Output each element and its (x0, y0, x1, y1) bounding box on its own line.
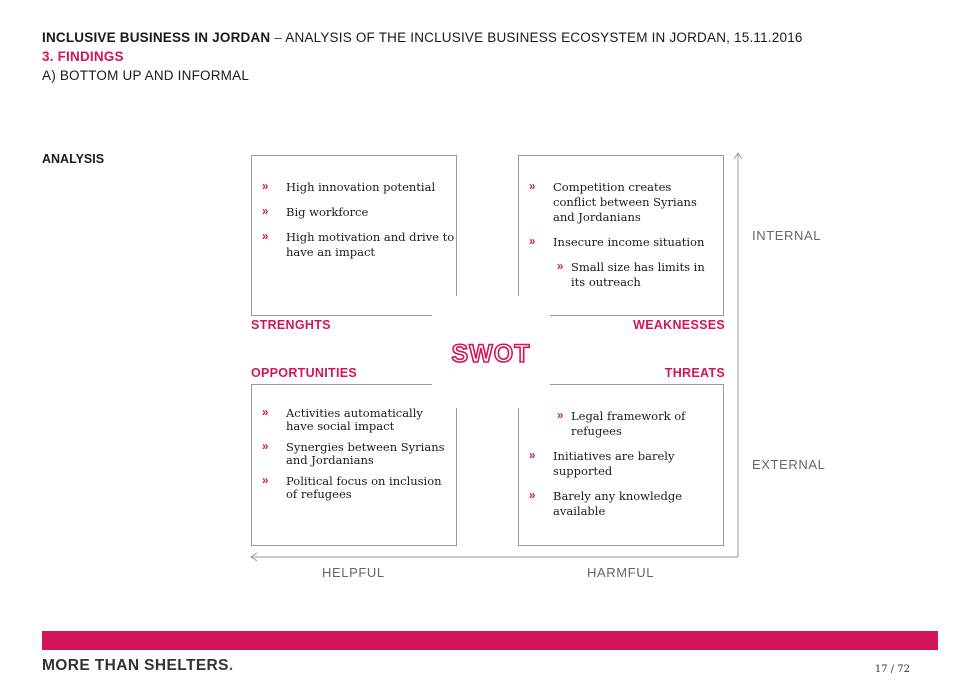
strengths-box (251, 155, 457, 316)
internal-axis-label: INTERNAL (752, 228, 822, 243)
threats-label: THREATS (659, 366, 725, 380)
weakness-item: » Insecure income situation (529, 235, 705, 249)
title-subtitle: ANALYSIS OF THE INCLUSIVE BUSINESS ECOSYSTEM IN JORDAN, 15.11.2016 (285, 30, 803, 45)
opportunity-item: » Political focus on inclusion of refugees (262, 474, 442, 501)
opportunity-item: » Activities automatically have social impact (262, 406, 423, 433)
threat-item: » Barely any knowledge available (529, 489, 683, 518)
weaknesses-box (518, 155, 724, 316)
threats-box (518, 384, 724, 546)
external-axis-label: EXTERNAL (752, 457, 826, 472)
brand-name: MORE THAN SHELTERS (42, 657, 229, 674)
weaknesses-label: WEAKNESSES (627, 318, 725, 332)
opportunities-box (251, 384, 457, 546)
analysis-label: ANALYSIS (42, 152, 105, 166)
weakness-item: » Small size has limits in its outreach (557, 260, 705, 289)
subsection-heading: A) BOTTOM UP AND INFORMAL (42, 68, 250, 83)
swot-center-title: SWOT (432, 334, 550, 374)
footer-bar (42, 631, 938, 650)
brand-dot: . (228, 657, 234, 674)
opportunities-label: OPPORTUNITIES (251, 366, 363, 380)
harmful-axis-label: HARMFUL (587, 565, 655, 580)
title-project: INCLUSIVE BUSINESS IN JORDAN (42, 30, 271, 45)
weakness-item: » Competition creates conflict between Syrians and Jordanians (529, 180, 697, 224)
strength-item: » High motivation and drive to have an impact (262, 230, 455, 259)
page-number: 17 / 72 (874, 664, 910, 675)
strength-item: » Big workforce (262, 205, 369, 219)
footer-brand-logo (42, 657, 234, 675)
section-heading: 3. FINDINGS (42, 49, 124, 64)
strength-item: » High innovation potential (262, 180, 436, 194)
opportunity-item: » Synergies between Syrians and Jordanians (262, 440, 445, 467)
strengths-label: STRENGHTS (251, 318, 337, 332)
threat-item: » Initiatives are barely supported (529, 449, 675, 478)
title-separator: – (270, 30, 286, 45)
helpful-axis-label: HELPFUL (322, 565, 385, 580)
threat-item: » Legal framework of refugees (557, 409, 686, 438)
